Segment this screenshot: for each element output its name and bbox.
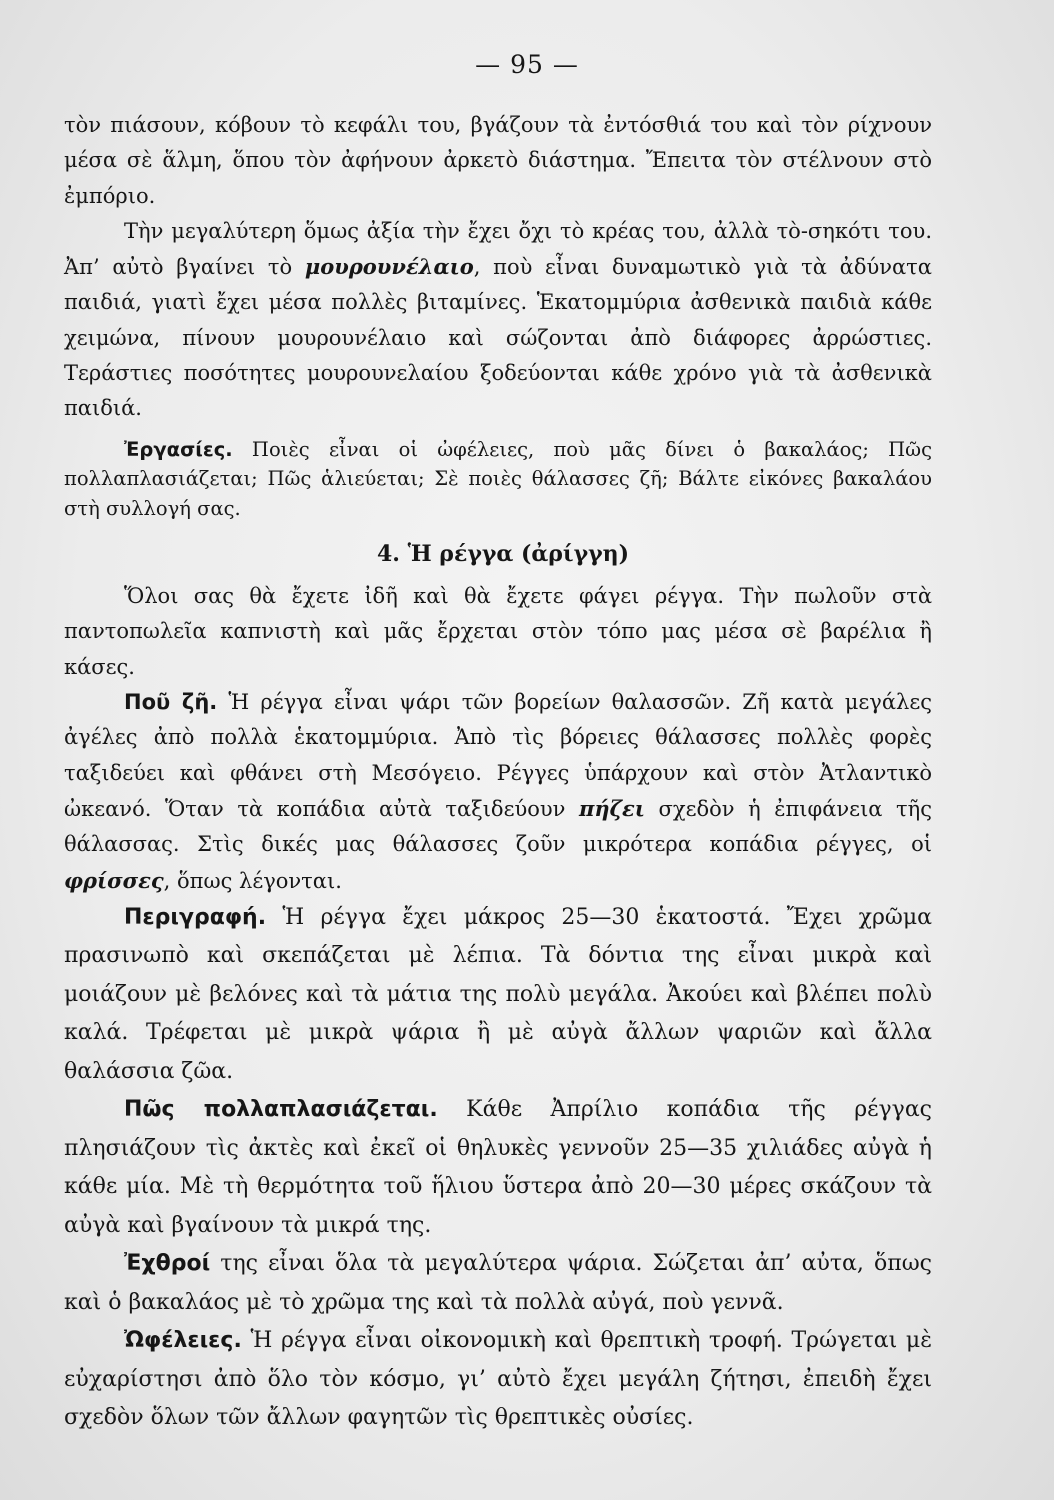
section-heading: 4. Ἡ ρέγγα (ἀρίγγη) xyxy=(376,541,630,568)
text-run: Τὴν μεγαλύτερη ὅμως ἀξία τὴν ἔχει ὄχι τὸ κρέας του, ἀλλὰ τὸ-σηκότι του. Ἀπ’ αὐτὸ βγαίνει τὸ xyxy=(64,218,932,280)
paragraph-enemies xyxy=(64,1245,932,1322)
paragraph-habitat xyxy=(64,685,932,899)
text-run: της εἶναι ὅλα τὰ μεγαλύτερα ψάρια. Σώζεται ἀπ’ αὐτα, ὅπως καὶ ὁ βακαλάος μὲ τὸ χρῶμα της καὶ τὰ πολλὰ αὐγά, ποὺ γεννᾶ. xyxy=(64,1251,932,1315)
text-run: Ἡ ρέγγα εἶναι ψάρι τῶν βορείων θαλασσῶν. Ζῆ κατὰ μεγάλες ἀγέλες ἀπὸ πολλὰ ἑκατομμύρια. Ἀπὸ τὶς βόρειες θάλασσες πολλὲς φορὲς ταξιδεύει καὶ φθάνει στὴ Μεσόγειο. Ρέγγες ὑπάρχουν καὶ στὸν Ἀτλαντικὸ ὠκεανό. Ὅταν τὰ κοπάδια αὐτὰ ταξιδεύουν xyxy=(64,690,932,821)
paragraph-exercises xyxy=(64,435,932,524)
description-lead: Περιγραφή. xyxy=(124,904,267,930)
paragraph-cod-preparation: τὸν πιάσουν, κόβουν τὸ κεφάλι του, βγάζουν τὰ ἐντόσθιά του καὶ τὸν ρίχνουν μέσα σὲ ἅλμη, ὅπου τὸν ἀφήνουν ἀρκετὸ διάστημα. Ἔπειτα τὸν στέλνουν στὸ ἐμπόριο. xyxy=(64,113,932,208)
text-run: Ἡ ρέγγα εἶναι οἰκονομικὴ καὶ θρεπτικὴ τροφή. Τρώγεται μὲ εὐχαρίστησι ἀπὸ ὅλο τὸν κόσμο, γι’ αὐτὸ ἔχει μεγάλη ζήτησι, ἐπειδὴ ἔχει σχεδὸν ὅλων τῶν ἄλλων φαγητῶν τὶς θρεπτικὲς οὐσίες. xyxy=(64,1328,932,1431)
paragraph-benefits xyxy=(64,1322,932,1438)
paragraph-herring-intro: Ὅλοι σας θὰ ἔχετε ἰδῆ καὶ θὰ ἔχετε φάγει ρέγγα. Τὴν πωλοῦν στὰ παντοπωλεῖα καπνιστὴ καὶ μᾶς ἔρχεται στὸν τόπο μας μέσα σὲ βαρέλια ἢ κάσες. xyxy=(64,584,932,679)
text-run: , ποὺ εἶναι δυναμωτικὸ γιὰ τὰ ἀδύνατα παιδιά, γιατὶ ἔχει μέσα πολλὲς βιταμίνες. Ἑκατομμύρια ἀσθενικὰ παιδιὰ κάθε χειμώνα, πίνουν μουρουνέλαιο καὶ σώζονται ἀπὸ διάφορες ἀρρώστιες. Τεράστιες ποσότητες μουρουνελαίου ξοδεύονται κάθε χρόνο γιὰ τὰ ἀσθενικὰ παιδιά. xyxy=(64,255,932,421)
paragraph-reproduction xyxy=(64,1091,932,1245)
text-run: σχεδὸν ἡ ἐπιφάνεια τῆς θάλασσας. Στὶς δικές μας θάλασσες ζοῦν μικρότερα κοπάδια ρέγγες, οἱ xyxy=(64,796,932,857)
text-run: Κάθε Ἀπρίλιο κοπάδια τῆς ρέγγας πλησιάζουν τὶς ἀκτὲς καὶ ἐκεῖ οἱ θηλυκὲς γεννοῦν 25—35 χιλιάδες αὐγὰ ἡ κάθε μία. Μὲ τὴ θερμότητα τοῦ ἥλιου ὕστερα ἀπὸ 20—30 μέρες σκάζουν τὰ αὐγὰ καὶ βγαίνουν τὰ μικρά της. xyxy=(64,1097,933,1238)
body-text xyxy=(64,108,932,1438)
text-run: , ὅπως λέγονται. xyxy=(163,868,342,893)
reproduction-lead: Πῶς πολλαπλασιάζεται. xyxy=(124,1097,438,1123)
paragraph-cod-liver-oil xyxy=(64,214,932,427)
text-run: Ἡ ρέγγα ἔχει μάκρος 25—30 ἑκατοστά. Ἔχει χρῶμα πρασινωπὸ καὶ σκεπάζεται μὲ λέπια. Τὰ δόντια της εἶναι μικρὰ καὶ μοιάζουν μὲ βελόνες καὶ τὰ μάτια της πολὺ μεγάλα. Ἀκούει καὶ βλέπει πολὺ καλά. Τρέφεται μὲ μικρὰ ψάρια ἢ μὲ αὐγὰ ἄλλων ψαριῶν καὶ ἄλλα θαλάσσια ζῶα. xyxy=(64,904,932,1084)
emphasis-term: μουρουνέλαιο xyxy=(304,254,474,280)
page-number: — 95 — xyxy=(475,50,579,79)
paragraph-description xyxy=(64,899,932,1092)
text-run: Ποιὲς εἶναι οἱ ὠφέλειες, ποὺ μᾶς δίνει ὁ βακαλάος; Πῶς πολλαπλασιάζεται; Πῶς ἁλιεύεται; Σὲ ποιὲς θάλασσες ζῆ; Βάλτε εἰκόνες βακαλάου στὴ συλλογή σας. xyxy=(64,437,932,520)
habitat-lead: Ποῦ ζῆ. xyxy=(124,690,218,715)
enemies-lead: Ἐχθροί xyxy=(124,1251,211,1277)
benefits-lead: Ὠφέλειες. xyxy=(124,1328,242,1354)
emphasis-term: πήζει xyxy=(578,795,645,821)
exercises-lead: Ἐργασίες. xyxy=(124,437,233,461)
emphasis-term: φρίσσες xyxy=(64,867,164,893)
